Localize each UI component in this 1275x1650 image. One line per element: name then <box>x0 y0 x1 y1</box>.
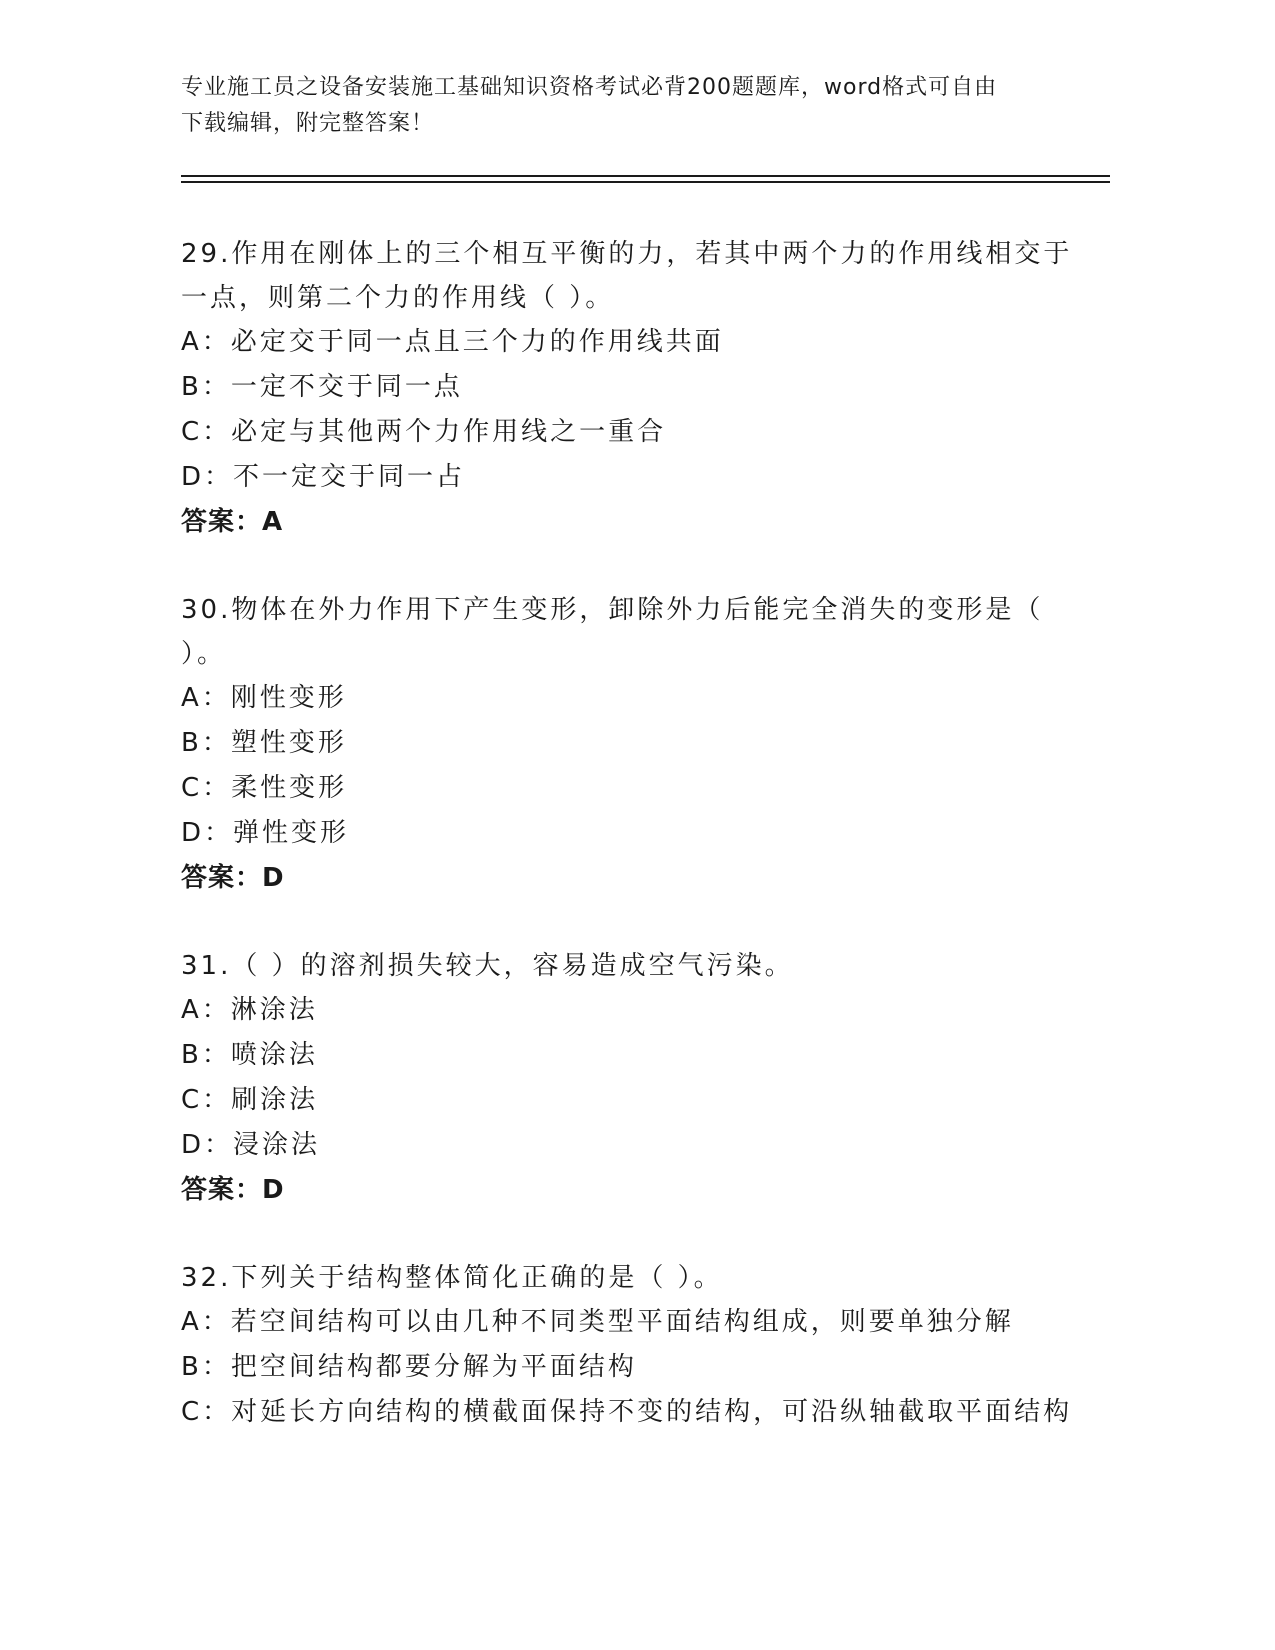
option-a: A：若空间结构可以由几种不同类型平面结构组成，则要单独分解 <box>181 1307 1014 1337</box>
question-stem-line: 29.作用在刚体上的三个相互平衡的力，若其中两个力的作用线相交于 <box>181 239 1073 269</box>
header-line-1: 专业施工员之设备安装施工基础知识资格考试必背200题题库，word格式可自由 <box>181 75 998 100</box>
document-header <box>181 70 1061 142</box>
question-stem-line: 一点，则第二个力的作用线（ ）。 <box>181 283 615 313</box>
question-32 <box>181 1256 1101 1435</box>
option-d: D：浸涂法 <box>181 1130 321 1160</box>
question-stem-line: ）。 <box>181 639 227 669</box>
option-b: B：喷涂法 <box>181 1040 318 1070</box>
question-list <box>181 232 1101 1435</box>
answer: 答案：D <box>181 1175 285 1205</box>
answer: 答案：D <box>181 863 285 893</box>
option-a: A：淋涂法 <box>181 995 318 1025</box>
option-b: B：一定不交于同一点 <box>181 372 463 402</box>
option-b: B：把空间结构都要分解为平面结构 <box>181 1352 637 1382</box>
header-rule-bottom <box>181 181 1110 183</box>
question-stem-line: 31.（ ）的溶剂损失较大，容易造成空气污染。 <box>181 951 794 981</box>
option-a: A：刚性变形 <box>181 683 347 713</box>
question-stem-line: 32.下列关于结构整体简化正确的是（ ）。 <box>181 1263 723 1293</box>
header-line-2: 下载编辑，附完整答案！ <box>181 111 435 136</box>
option-b: B：塑性变形 <box>181 728 347 758</box>
option-c: C：对延长方向结构的横截面保持不变的结构，可沿纵轴截取平面结构 <box>181 1397 1073 1427</box>
question-stem-line: 30.物体在外力作用下产生变形，卸除外力后能完全消失的变形是（ <box>181 595 1044 625</box>
option-c: C：柔性变形 <box>181 773 348 803</box>
question-29 <box>181 232 1101 545</box>
option-a: A：必定交于同一点且三个力的作用线共面 <box>181 327 724 357</box>
header-rule-top <box>181 175 1110 177</box>
question-31 <box>181 944 1101 1213</box>
answer: 答案：A <box>181 507 284 537</box>
option-d: D：不一定交于同一占 <box>181 462 466 492</box>
option-c: C：必定与其他两个力作用线之一重合 <box>181 417 667 447</box>
option-d: D：弹性变形 <box>181 818 350 848</box>
question-30 <box>181 588 1101 901</box>
option-c: C：刷涂法 <box>181 1085 319 1115</box>
